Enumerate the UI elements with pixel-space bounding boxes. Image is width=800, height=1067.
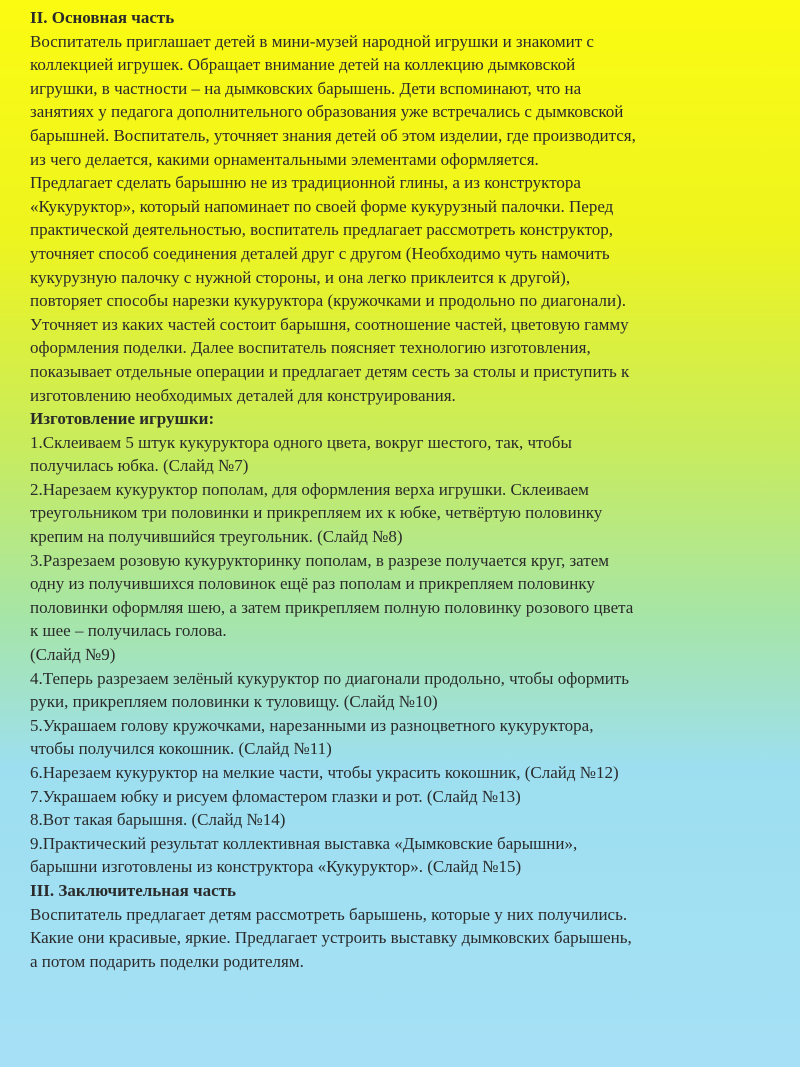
text-line: 8.Вот такая барышня. (Слайд №14) — [30, 810, 286, 830]
text-line: практической деятельностью, воспитатель предлагает рассмотреть конструктор, — [30, 220, 614, 240]
text-line: барышни изготовлены из конструктора «Кукуруктор». (Слайд №15) — [30, 857, 522, 877]
text-line: барышней. Воспитатель, уточняет знания детей об этом изделии, где производится, — [30, 125, 636, 145]
text-line: 6.Нарезаем кукуруктор на мелкие части, чтобы украсить кокошник, (Слайд №12) — [30, 763, 619, 782]
text-line: 1.Склеиваем 5 штук кукуруктора одного цвета, вокруг шестого, так, чтобы — [30, 432, 572, 452]
text-line: игрушки, в частности – на дымковских барышень. Дети вспоминают, что на — [30, 78, 582, 98]
section-heading: Изготовление игрушки: — [30, 409, 215, 429]
text-line: 4.Теперь разрезаем зелёный кукуруктор по диагонали продольно, чтобы оформить — [30, 668, 630, 688]
text-line: Какие они красивые, яркие. Предлагает устроить выставку дымковских барышень, — [30, 928, 632, 948]
text-line: 7.Украшаем юбку и рисуем фломастером глазки и рот. (Слайд №13) — [30, 786, 521, 806]
text-line: занятиях у педагога дополнительного образования уже встречались с дымковской — [30, 102, 624, 122]
text-line: 2.Нарезаем кукуруктор пополам, для оформления верха игрушки. Склеиваем — [30, 479, 589, 499]
document-page — [30, 6, 780, 973]
text-line: 9.Практический результат коллективная выставка «Дымковские барышни», — [30, 833, 578, 853]
text-line: чтобы получился кокошник. (Слайд №11) — [30, 739, 332, 759]
text-line: руки, прикрепляем половинки к туловищу. (Слайд №10) — [30, 692, 438, 712]
text-line: уточняет способ соединения деталей друг с другом (Необходимо чуть намочить — [30, 243, 610, 263]
text-line: повторяет способы нарезки кукуруктора (кружочками и продольно по диагонали). — [30, 291, 626, 311]
text-line: (Слайд №9) — [30, 645, 116, 665]
text-line: к шее – получилась голова. — [30, 621, 227, 641]
text-line: коллекцией игрушек. Обращает внимание детей на коллекцию дымковской — [30, 55, 576, 75]
text-line: из чего делается, какими орнаментальными элементами оформляется. — [30, 149, 539, 169]
text-line: половинки оформляя шею, а затем прикрепляем полную половинку розового цвета — [30, 597, 634, 617]
text-line: 5.Украшаем голову кружочками, нарезанными из разноцветного кукуруктора, — [30, 715, 594, 735]
text-line: получилась юбка. (Слайд №7) — [30, 456, 249, 476]
text-line: Уточняет из каких частей состоит барышня, соотношение частей, цветовую гамму — [30, 314, 629, 334]
text-line: кукурузную палочку с нужной стороны, и она легко приклеится к другой), — [30, 267, 571, 287]
text-line: Предлагает сделать барышню не из традиционной глины, а из конструктора — [30, 173, 581, 193]
text-line: оформления поделки. Далее воспитатель поясняет технологию изготовления, — [30, 338, 591, 358]
text-line: треугольником три половинки и прикрепляем их к юбке, четвёртую половинку — [30, 503, 603, 523]
text-line: а потом подарить поделки родителям. — [30, 951, 304, 971]
text-line: Воспитатель предлагает детям рассмотреть барышень, которые у них получились. — [30, 904, 628, 924]
text-line: 3.Разрезаем розовую кукурукторинку пополам, в разрезе получается круг, затем — [30, 550, 610, 570]
text-line: «Кукуруктор», который напоминает по своей форме кукурузный палочки. Перед — [30, 196, 614, 216]
text-line: изготовлению необходимых деталей для конструирования. — [30, 385, 456, 405]
text-line: одну из получившихся половинок ещё раз пополам и прикрепляем половинку — [30, 574, 595, 594]
text-line: крепим на получившийся треугольник. (Слайд №8) — [30, 527, 403, 547]
section-heading: III. Заключительная часть — [30, 880, 237, 900]
text-line: Воспитатель приглашает детей в мини-музей народной игрушки и знакомит с — [30, 31, 594, 51]
section-heading: II. Основная часть — [30, 8, 175, 27]
text-line: показывает отдельные операции и предлагает детям сесть за столы и приступить к — [30, 361, 630, 381]
